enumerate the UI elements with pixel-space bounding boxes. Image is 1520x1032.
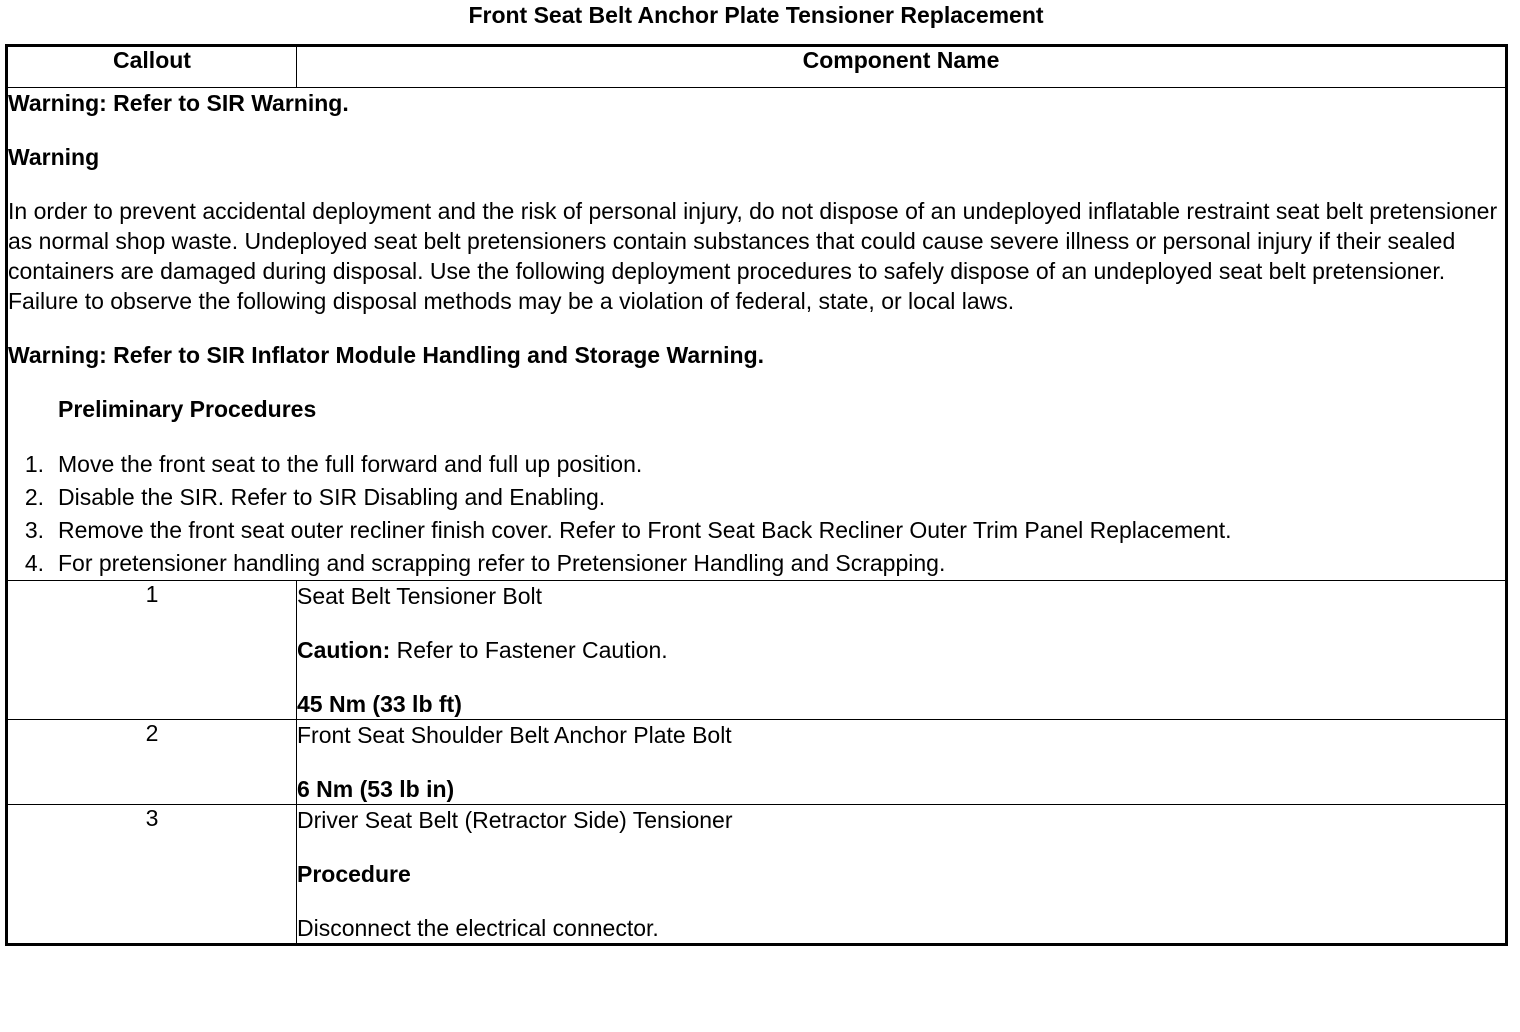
page-title: Front Seat Belt Anchor Plate Tensioner Replacement (468, 2, 1044, 28)
list-item (8, 547, 1505, 580)
caution-line (297, 635, 1505, 665)
warning-text: In order to prevent accidental deployment and the risk of personal injury, do not dispose of an undeployed inflatable restraint seat belt pretensioner as normal shop waste. Undeployed seat belt pretensioners contain substances that could cause severe illness or personal injury if their sealed containers are damaged during disposal. Use the following deployment procedures to safely dispose of an undeployed seat belt pretensioner. Failure to observe the following disposal methods may be a violation of federal, state, or local laws. (8, 198, 1498, 314)
inflator-warning: Warning: Refer to SIR Inflator Module Handling and Storage Warning. (8, 342, 765, 368)
caution-label: Caution: (297, 637, 391, 663)
procedure-label: Procedure (297, 861, 411, 887)
step-number: 1. (24, 451, 44, 477)
component-table (5, 44, 1508, 946)
list-item (8, 448, 1505, 481)
step-text: For pretensioner handling and scrapping refer to Pretensioner Handling and Scrapping. (58, 550, 946, 576)
step-text: Move the front seat to the full forward and full up position. (58, 451, 643, 477)
torque-spec: 45 Nm (33 lb ft) (297, 691, 462, 717)
component-cell (297, 805, 1507, 945)
component-name: Driver Seat Belt (Retractor Side) Tensioner (297, 807, 733, 833)
torque-spec: 6 Nm (53 lb in) (297, 776, 455, 802)
step-text: Remove the front seat outer recliner finish cover. Refer to Front Seat Back Recliner Outer Trim Panel Replacement. (58, 517, 1232, 543)
intro-cell (7, 88, 1507, 581)
callout-number: 2 (7, 720, 297, 805)
step-number: 3. (24, 517, 44, 543)
callout-number: 1 (7, 581, 297, 720)
intro-row (7, 88, 1507, 581)
procedure-text: Disconnect the electrical connector. (297, 915, 659, 941)
table-row (7, 805, 1507, 945)
component-cell (297, 581, 1507, 720)
component-cell (297, 720, 1507, 805)
list-item (8, 481, 1505, 514)
sir-warning: Warning: Refer to SIR Warning. (8, 90, 349, 116)
preliminary-procedures-heading: Preliminary Procedures (58, 396, 317, 422)
table-header-row (7, 46, 1507, 88)
table-row (7, 720, 1507, 805)
header-callout: Callout (7, 46, 297, 88)
component-name: Front Seat Shoulder Belt Anchor Plate Bolt (297, 722, 732, 748)
step-text: Disable the SIR. Refer to SIR Disabling and Enabling. (58, 484, 606, 510)
preliminary-steps-list (8, 448, 1505, 580)
step-number: 2. (24, 484, 44, 510)
step-number: 4. (24, 550, 44, 576)
list-item (8, 514, 1505, 547)
warning-heading: Warning (8, 144, 100, 170)
callout-number: 3 (7, 805, 297, 945)
component-name: Seat Belt Tensioner Bolt (297, 583, 543, 609)
table-row (7, 581, 1507, 720)
header-component-name: Component Name (297, 46, 1507, 88)
caution-text: Refer to Fastener Caution. (390, 637, 668, 663)
